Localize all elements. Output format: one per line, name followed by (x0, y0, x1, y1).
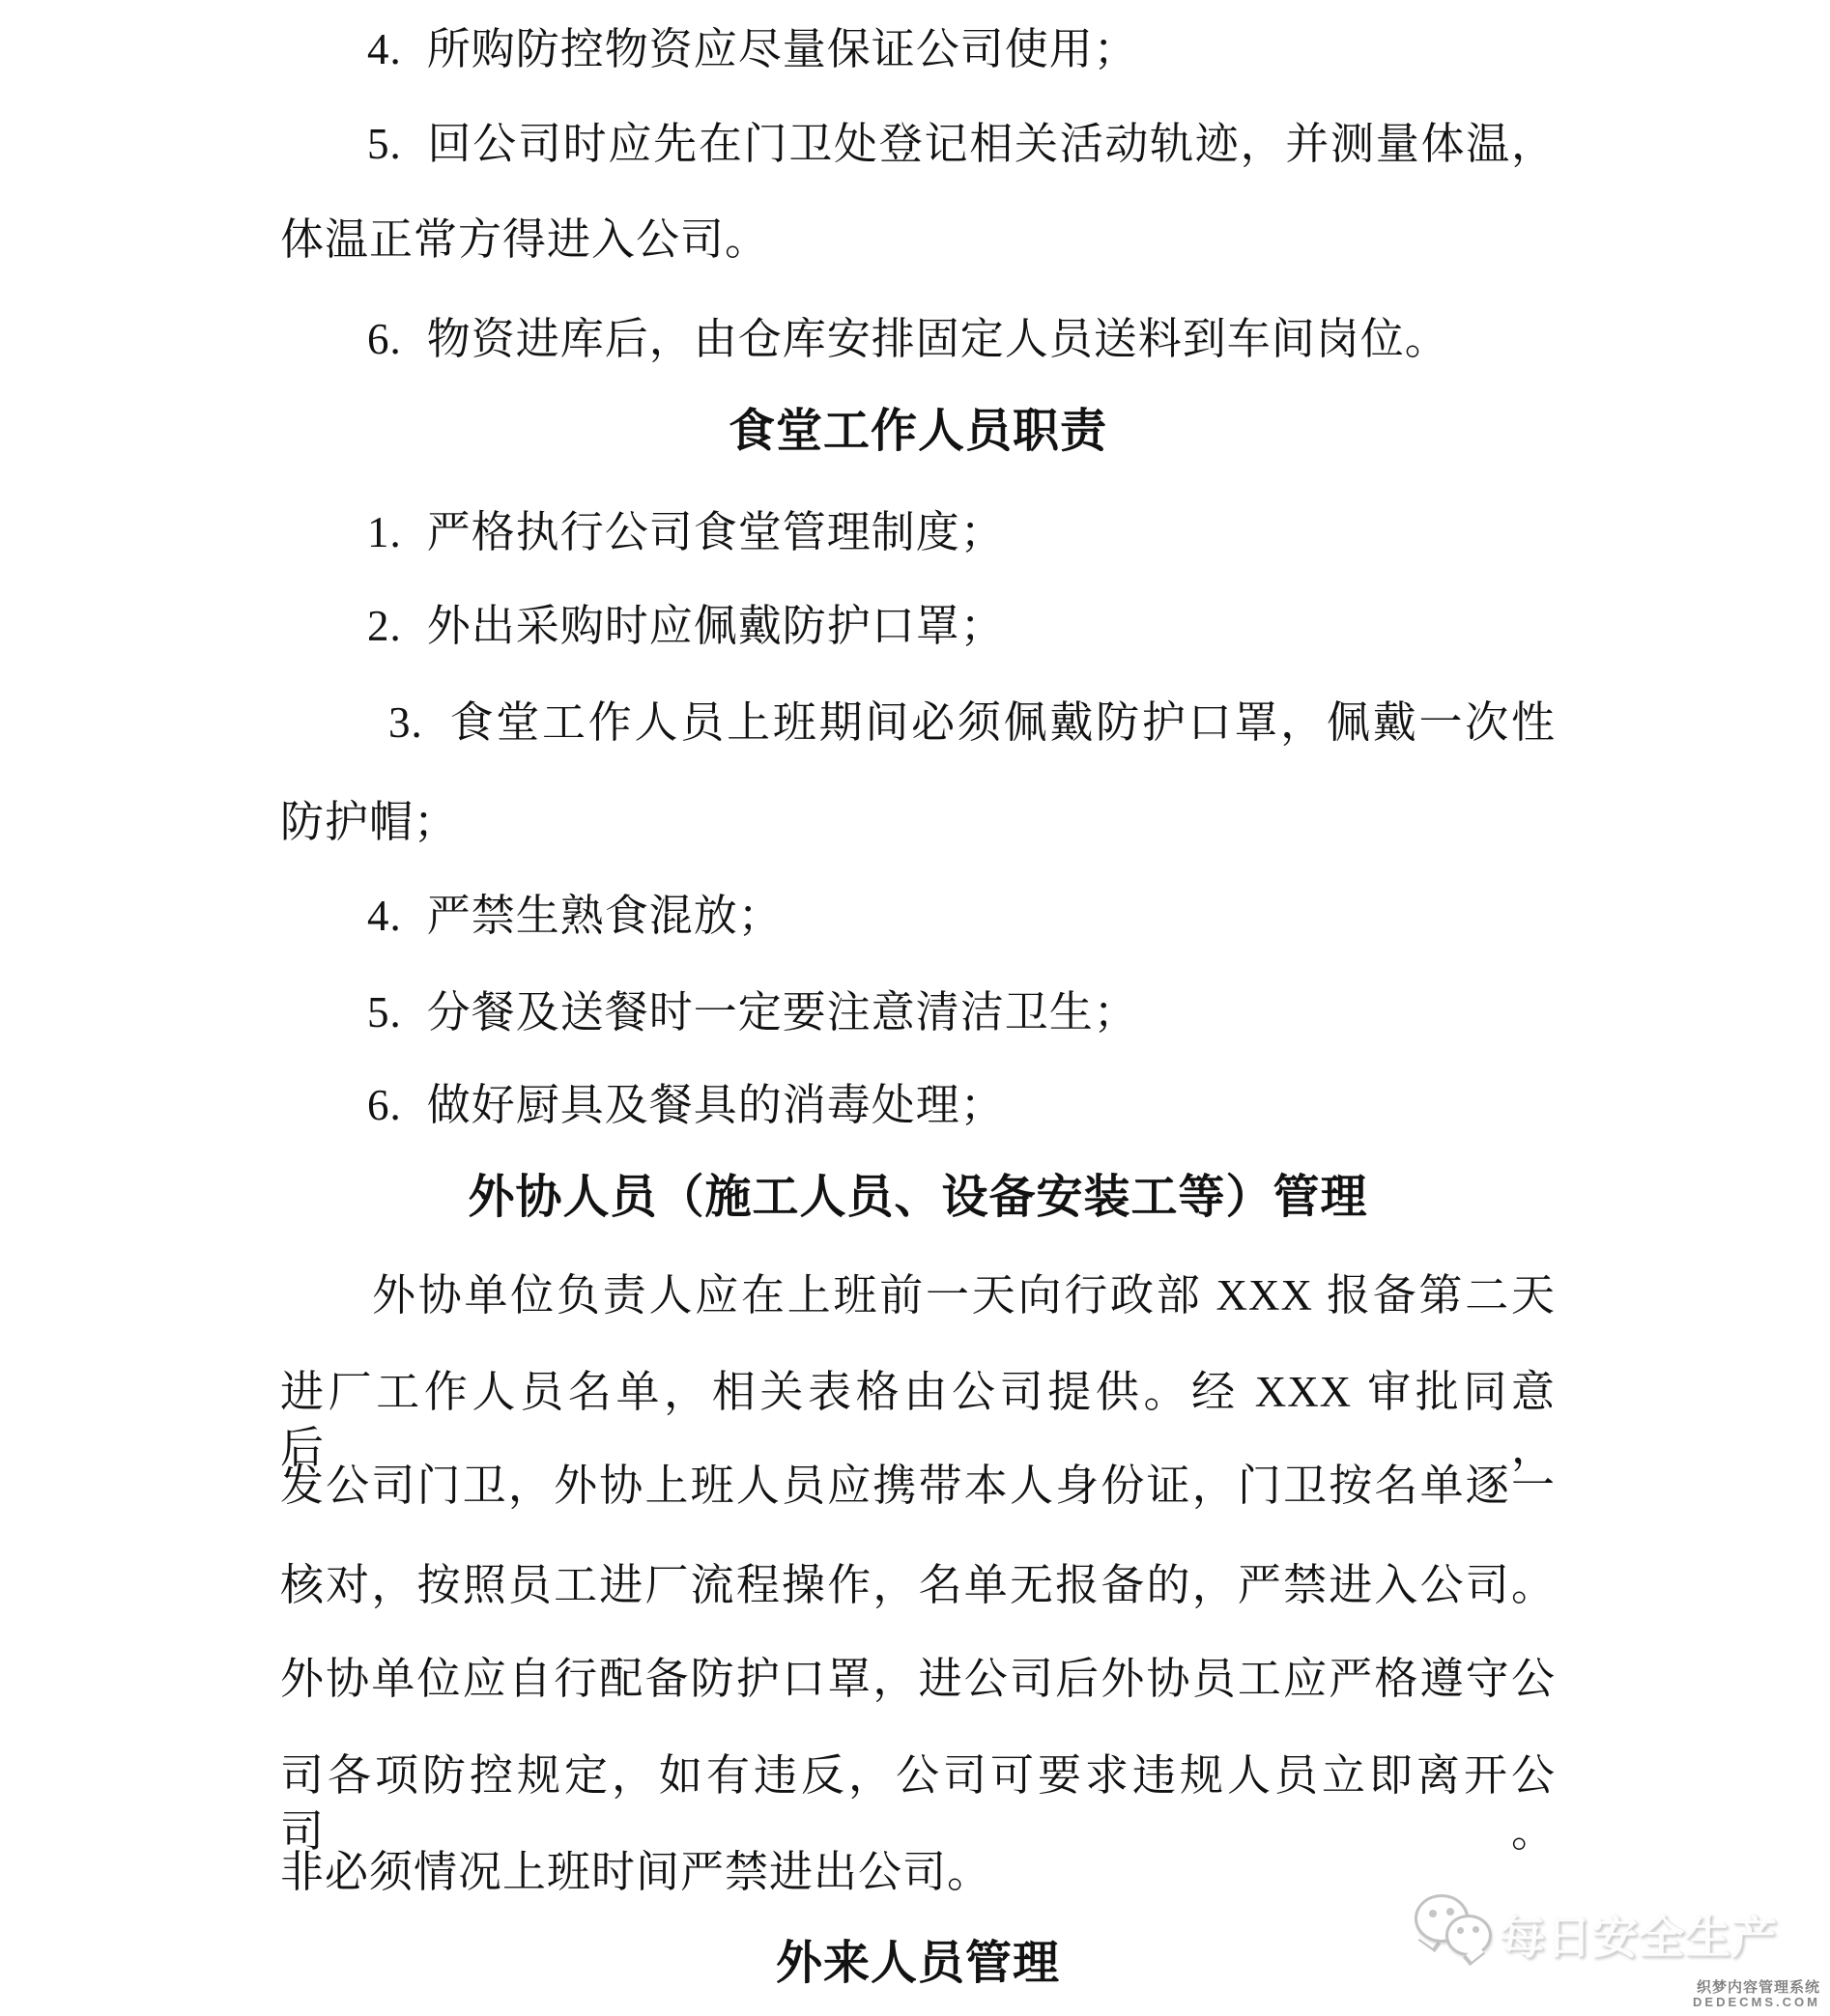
list-text: 所购防控物资应尽量保证公司使用； (426, 25, 1138, 73)
list-number: 5. (367, 988, 402, 1036)
paragraph-line (280, 1458, 1556, 1514)
section-heading-canteen-staff-duties: 食堂工作人员职责 (728, 406, 1107, 457)
paragraph-text: 发公司门卫，外协上班人员应携带本人身份证，门卫按名单逐一 (280, 1462, 1556, 1510)
wechat-icon (1411, 1888, 1498, 1970)
list-number: 6. (367, 1081, 402, 1129)
list-text: 严禁生熟食混放； (426, 892, 783, 940)
paragraph-text: 进厂工作人员名单，相关表格由公司提供。经 XXX 审批同意后， (280, 1368, 1556, 1472)
paragraph-text: 司各项防控规定，如有违反，公司可要求违规人员立即离开公司。 (280, 1751, 1556, 1856)
list-item (280, 888, 1556, 944)
list-text: 回公司时应先在门卫处登记相关活动轨迹，并测量体温， (426, 120, 1556, 168)
paragraph-line (280, 1267, 1556, 1323)
list-text: 做好厨具及餐具的消毒处理； (426, 1081, 1005, 1129)
section-heading-visitor-management: 外来人员管理 (775, 1938, 1060, 1989)
paragraph-text: 核对，按照员工进厂流程操作，名单无报备的，严禁进入公司。 (280, 1561, 1556, 1609)
paragraph-text: 外协单位应自行配备防护口罩，进公司后外协员工应严格遵守公 (280, 1655, 1556, 1703)
paragraph-text: 外协单位负责人应在上班前一天向行政部 XXX 报备第二天 (372, 1271, 1556, 1320)
list-item (280, 695, 1556, 751)
list-item (280, 504, 1556, 560)
paragraph-line (280, 1651, 1556, 1707)
list-item (280, 984, 1556, 1040)
paragraph-line (280, 1557, 1556, 1613)
paragraph-text: 防护帽； (280, 798, 459, 846)
cms-watermark-line2: DEDECMS.COM (1693, 1995, 1820, 2010)
list-item (280, 311, 1556, 367)
paragraph-text: 体温正常方得进入公司。 (280, 215, 770, 264)
brand-watermark-text: 每日安全生产 (1500, 1914, 1778, 1964)
list-item (280, 1077, 1556, 1133)
list-item (280, 21, 1556, 77)
cms-watermark-line1: 织梦内容管理系统 (1696, 1978, 1820, 1996)
paragraph-line (280, 212, 1556, 268)
list-number: 4. (367, 892, 402, 940)
list-text: 物资进库后，由仓库安排固定人员送料到车间岗位。 (426, 315, 1449, 363)
list-number: 4. (367, 25, 402, 73)
brand-watermark (1411, 1888, 1816, 1975)
list-text: 外出采购时应佩戴防护口罩； (426, 602, 1005, 650)
list-item (280, 116, 1556, 172)
paragraph-text: 非必须情况上班时间严禁进出公司。 (280, 1848, 992, 1896)
list-number: 5. (367, 120, 402, 168)
paragraph-line (280, 1747, 1556, 1860)
section-heading-outsourced-personnel: 外协人员（施工人员、设备安装工等）管理 (468, 1172, 1368, 1223)
list-text: 分餐及送餐时一定要注意清洁卫生； (426, 988, 1138, 1036)
list-text: 食堂工作人员上班期间必须佩戴防护口罩，佩戴一次性 (447, 698, 1556, 747)
chat-bubble (1445, 1915, 1492, 1956)
paragraph-line (280, 1844, 1556, 1900)
list-number: 3. (388, 698, 423, 747)
cms-watermark (1693, 1979, 1820, 2010)
paragraph-line (280, 794, 1556, 850)
list-number: 1. (367, 508, 402, 556)
list-text: 严格执行公司食堂管理制度； (426, 508, 1005, 556)
list-number: 2. (367, 602, 402, 650)
list-number: 6. (367, 315, 402, 363)
list-item (280, 598, 1556, 654)
